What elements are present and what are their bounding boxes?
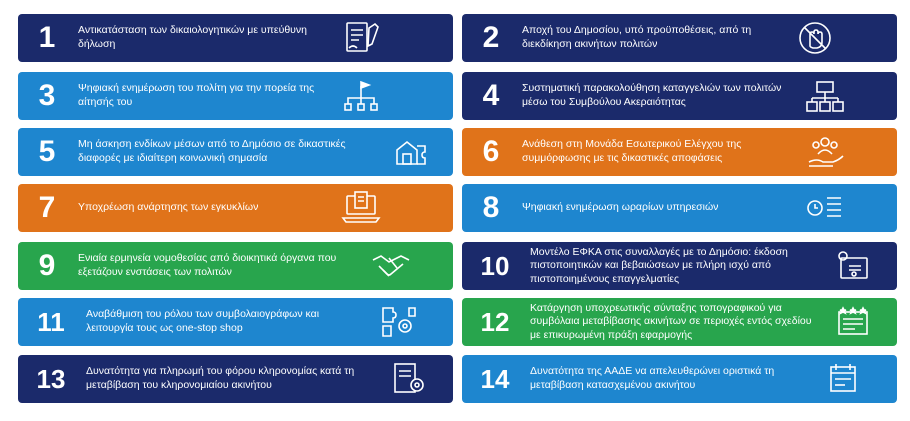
measure-text: Αναβάθμιση του ρόλου των συμβολαιογράφων και λειτουργία τους ως one-stop shop xyxy=(86,308,320,334)
measure-number: 6 xyxy=(482,135,500,168)
measure-number: 5 xyxy=(38,135,56,168)
measure-text: Υποχρέωση ανάρτησης των εγκυκλίων xyxy=(78,201,259,214)
handshake-icon xyxy=(364,246,418,286)
measure-text: Αποχή του Δημοσίου, υπό προϋποθέσεις, από τη διεκδίκηση ακινήτων πολιτών xyxy=(522,24,752,50)
measure-text: Ψηφιακή ενημέρωση του πολίτη για την πορεία της αίτησής του xyxy=(78,82,315,108)
team-hand-icon xyxy=(798,132,852,172)
measure-number: 3 xyxy=(38,79,56,112)
measure-text: Ενιαία ερμηνεία νομοθεσίας από διοικητικά όργανα που εξετάζουν ενστάσεις των πολιτών xyxy=(78,252,337,278)
measure-card-6 xyxy=(462,128,897,176)
measure-card-2 xyxy=(462,14,897,62)
measure-text: Κατάργηση υποχρεωτικής σύνταξης τοπογραφικού για συμβόλαια μεταβίβασης ακινήτων σε περιοχές εντός σχεδίου με επικυρωμένη πράξη εφαρμογής xyxy=(530,301,812,341)
puzzle-gear-icon xyxy=(372,302,426,342)
calendar-doc-icon xyxy=(816,359,870,399)
measure-text: Δυνατότητα για πληρωμή του φόρου κληρονομίας κατά τη μεταβίβαση του κληρονομιαίου ακινήτου xyxy=(86,365,355,391)
measure-number: 1 xyxy=(38,21,56,54)
hand-stop-icon xyxy=(788,18,842,58)
measure-card-8 xyxy=(462,184,897,232)
measure-number: 12 xyxy=(480,307,510,337)
rating-board-icon xyxy=(826,302,880,342)
measure-card-1 xyxy=(18,14,453,62)
document-pen-icon xyxy=(334,18,388,58)
measure-card-7 xyxy=(18,184,453,232)
flow-steps-icon xyxy=(334,76,388,116)
measure-number: 9 xyxy=(38,249,56,282)
measure-number: 14 xyxy=(480,364,510,394)
measure-card-13 xyxy=(18,355,453,403)
measure-card-4 xyxy=(462,72,897,120)
measure-text: Ψηφιακή ενημέρωση ωραρίων υπηρεσιών xyxy=(522,201,719,214)
measure-text: Συστηματική παρακολούθηση καταγγελιών των πολιτών μέσω του Συμβούλου Ακεραιότητας xyxy=(522,82,782,108)
measure-card-10 xyxy=(462,242,897,290)
clock-list-icon xyxy=(798,188,852,228)
measure-card-3 xyxy=(18,72,453,120)
measure-card-5 xyxy=(18,128,453,176)
measure-number: 7 xyxy=(38,191,56,224)
measure-card-12 xyxy=(462,298,897,346)
measure-number: 4 xyxy=(482,79,500,112)
measure-number: 13 xyxy=(36,364,66,394)
org-chart-icon xyxy=(798,76,852,116)
measure-text: Ανάθεση στη Μονάδα Εσωτερικού Ελέγχου της συμμόρφωσης με τις δικαστικές αποφάσεις xyxy=(522,138,742,164)
measure-text: Δυνατότητα της ΑΑΔΕ να απελευθερώνει οριστικά τη μεταβίβαση κατασχεμένου ακινήτου xyxy=(530,365,775,391)
measure-text: Μοντέλο ΕΦΚΑ στις συναλλαγές με το Δημόσιο: έκδοση πιστοποιητικών και βεβαιώσεων με πλήρη ισχύ από πιστοποιημένους επαγγελματίες xyxy=(530,245,788,285)
measure-card-14 xyxy=(462,355,897,403)
measure-card-9 xyxy=(18,242,453,290)
measure-number: 10 xyxy=(480,251,510,281)
puzzle-house-icon xyxy=(384,132,438,172)
measure-card-11 xyxy=(18,298,453,346)
laptop-document-icon xyxy=(334,188,388,228)
measure-number: 2 xyxy=(482,21,500,54)
measure-number: 11 xyxy=(37,307,65,337)
settings-person-icon xyxy=(826,246,880,286)
measure-text: Αντικατάσταση των δικαιολογητικών με υπεύθυνη δήλωση xyxy=(78,24,308,50)
document-gear-icon xyxy=(382,359,436,399)
measure-number: 8 xyxy=(482,191,500,224)
measure-text: Μη άσκηση ενδίκων μέσων από το Δημόσιο σε δικαστικές διαφορές με ιδιαίτερη κοινωνική σημασία xyxy=(78,138,346,164)
